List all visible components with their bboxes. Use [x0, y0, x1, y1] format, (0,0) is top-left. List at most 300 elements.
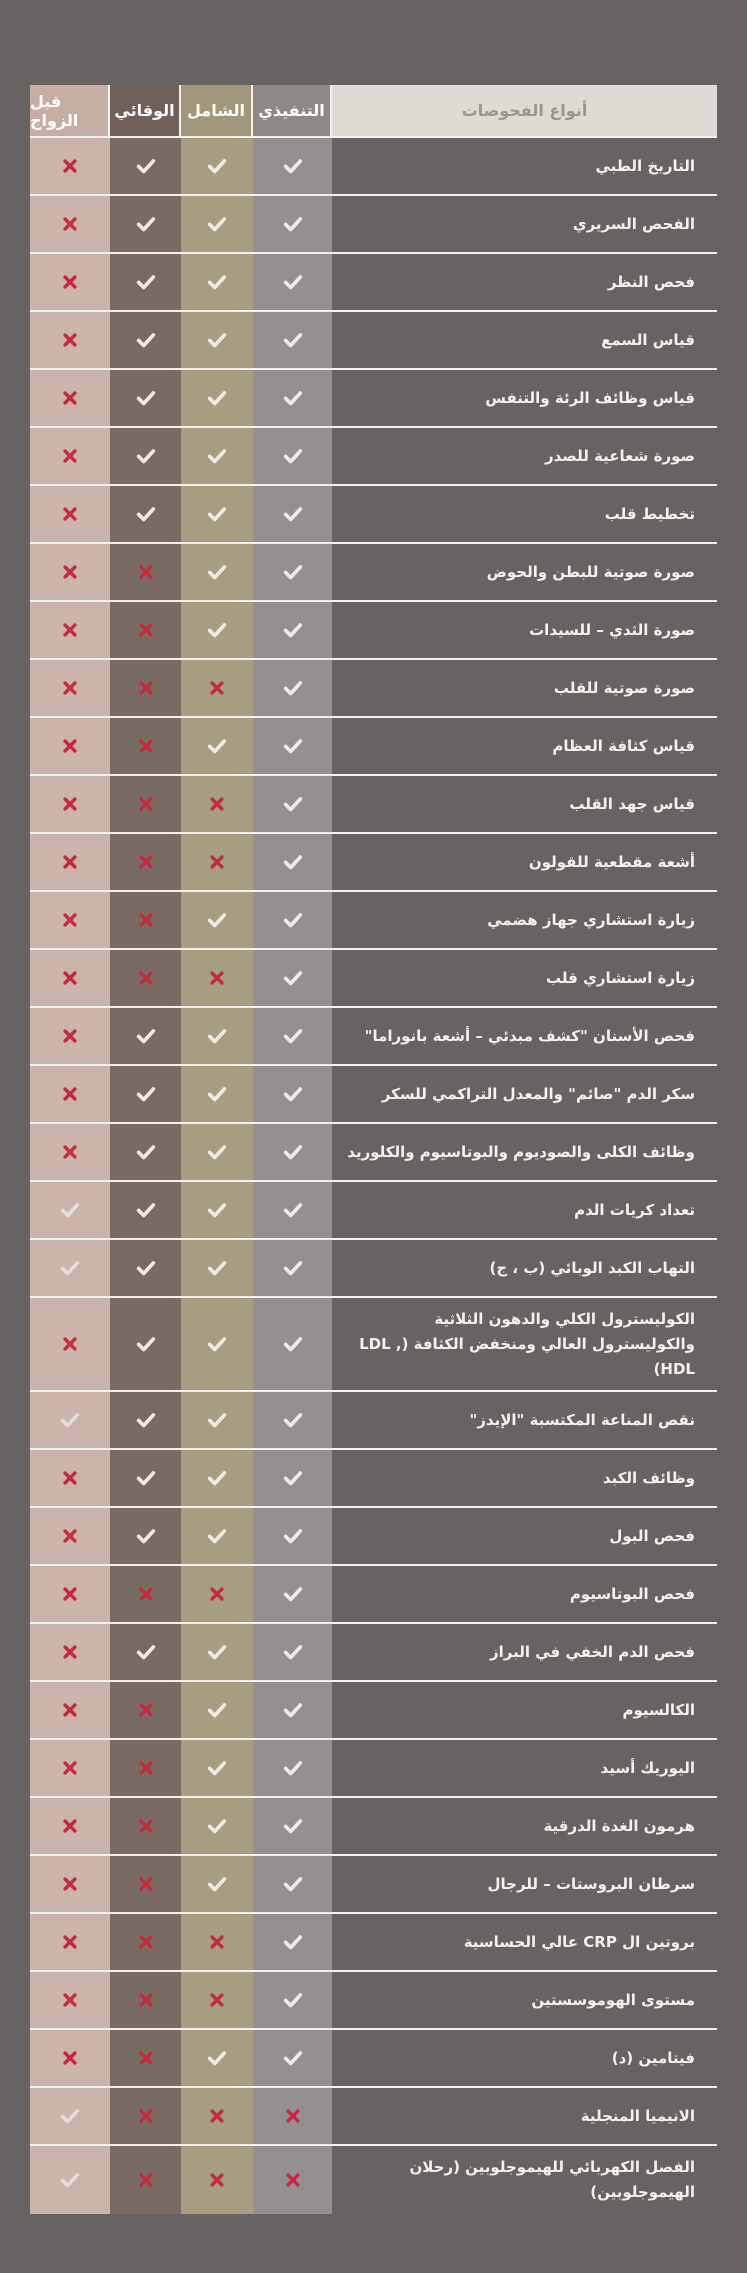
comprehensive-mark-cell — [181, 1508, 253, 1564]
test-name-cell — [332, 776, 717, 832]
premarital-mark-cell — [30, 1624, 110, 1680]
comprehensive-mark-cell — [181, 370, 253, 426]
table-row — [30, 1450, 717, 1508]
executive-mark-cell — [253, 892, 332, 948]
table-row — [30, 1008, 717, 1066]
check-icon — [206, 735, 228, 757]
executive-mark-cell — [253, 1740, 332, 1796]
premarital-mark-cell — [30, 138, 110, 194]
executive-mark-cell — [253, 1682, 332, 1738]
test-name-cell — [332, 1914, 717, 1970]
cross-icon — [61, 563, 79, 581]
test-name-cell — [332, 602, 717, 658]
table-row — [30, 1508, 717, 1566]
premarital-mark-cell — [30, 1856, 110, 1912]
preventive-mark-cell — [110, 1740, 181, 1796]
test-name-cell — [332, 1450, 717, 1506]
check-icon — [206, 561, 228, 583]
executive-mark-cell — [253, 1298, 332, 1390]
comprehensive-mark-cell — [181, 660, 253, 716]
cross-icon — [208, 2107, 226, 2125]
table-row — [30, 312, 717, 370]
preventive-mark-cell — [110, 138, 181, 194]
cross-icon — [208, 853, 226, 871]
cross-icon — [61, 1469, 79, 1487]
check-icon — [59, 1409, 81, 1431]
preventive-mark-cell — [110, 1392, 181, 1448]
comprehensive-mark-cell — [181, 2146, 253, 2214]
table-row — [30, 2146, 717, 2214]
check-icon — [135, 1199, 157, 1221]
test-name: قياس كثافة العظام — [552, 736, 695, 755]
cross-icon — [137, 795, 155, 813]
executive-mark-cell — [253, 428, 332, 484]
check-icon — [282, 561, 304, 583]
check-icon — [206, 1815, 228, 1837]
comprehensive-mark-cell — [181, 1392, 253, 1448]
comprehensive-mark-cell — [181, 1682, 253, 1738]
table-row — [30, 892, 717, 950]
premarital-mark-cell — [30, 1972, 110, 2028]
preventive-mark-cell — [110, 718, 181, 774]
comprehensive-mark-cell — [181, 2088, 253, 2144]
executive-mark-cell — [253, 138, 332, 194]
premarital-mark-cell — [30, 486, 110, 542]
cross-icon — [61, 1759, 79, 1777]
cross-icon — [61, 853, 79, 871]
test-name-cell — [332, 1740, 717, 1796]
test-name-cell — [332, 1182, 717, 1238]
test-name: قياس وظائف الرئة والتنفس — [485, 388, 695, 407]
premarital-mark-cell — [30, 1124, 110, 1180]
check-icon — [282, 677, 304, 699]
table-row — [30, 486, 717, 544]
executive-mark-cell — [253, 1566, 332, 1622]
premarital-mark-cell — [30, 2088, 110, 2144]
check-icon — [206, 445, 228, 467]
comprehensive-mark-cell — [181, 196, 253, 252]
check-icon — [282, 1873, 304, 1895]
preventive-mark-cell — [110, 196, 181, 252]
check-icon — [135, 155, 157, 177]
executive-mark-cell — [253, 1914, 332, 1970]
check-icon — [282, 1333, 304, 1355]
check-icon — [282, 1257, 304, 1279]
check-icon — [206, 155, 228, 177]
executive-mark-cell — [253, 660, 332, 716]
premarital-mark-cell — [30, 1682, 110, 1738]
premarital-mark-cell — [30, 370, 110, 426]
cross-icon — [137, 1817, 155, 1835]
test-name: بروتين ال CRP عالي الحساسية — [463, 1932, 695, 1951]
test-name-cell — [332, 312, 717, 368]
cross-icon — [61, 157, 79, 175]
preventive-mark-cell — [110, 776, 181, 832]
executive-mark-cell — [253, 2088, 332, 2144]
executive-mark-cell — [253, 1182, 332, 1238]
preventive-mark-cell — [110, 602, 181, 658]
check-icon — [59, 2105, 81, 2127]
cross-icon — [137, 1875, 155, 1893]
executive-mark-cell — [253, 2146, 332, 2214]
test-name: صورة الثدي – للسيدات — [529, 620, 695, 639]
cross-icon — [61, 1143, 79, 1161]
cross-icon — [137, 1701, 155, 1719]
preventive-mark-cell — [110, 1008, 181, 1064]
table-row — [30, 950, 717, 1008]
cross-icon — [61, 969, 79, 987]
table-row — [30, 776, 717, 834]
comprehensive-mark-cell — [181, 428, 253, 484]
cross-icon — [137, 679, 155, 697]
check-icon — [282, 155, 304, 177]
test-name-cell — [332, 1624, 717, 1680]
executive-mark-cell — [253, 1450, 332, 1506]
premarital-mark-cell — [30, 1298, 110, 1390]
test-name-cell — [332, 1566, 717, 1622]
preventive-mark-cell — [110, 1240, 181, 1296]
cross-icon — [137, 1585, 155, 1603]
executive-mark-cell — [253, 1066, 332, 1122]
comprehensive-mark-cell — [181, 718, 253, 774]
test-name: صورة صوتية للبطن والحوض — [486, 562, 695, 581]
cross-icon — [61, 505, 79, 523]
test-name: تخطيط قلب — [604, 504, 695, 523]
column-header-executive: التنفيذي — [253, 85, 332, 136]
check-icon — [206, 1757, 228, 1779]
check-icon — [282, 445, 304, 467]
table-row — [30, 1682, 717, 1740]
table-row — [30, 138, 717, 196]
check-icon — [206, 619, 228, 641]
check-icon — [282, 1141, 304, 1163]
test-name-cell — [332, 950, 717, 1006]
cross-icon — [137, 911, 155, 929]
comprehensive-mark-cell — [181, 892, 253, 948]
test-name-cell — [332, 1798, 717, 1854]
check-icon — [206, 503, 228, 525]
table-row — [30, 602, 717, 660]
check-icon — [282, 1699, 304, 1721]
comprehensive-mark-cell — [181, 1450, 253, 1506]
test-name-cell — [332, 254, 717, 310]
executive-mark-cell — [253, 544, 332, 600]
test-name: زيارة استشاري جهاز هضمي — [487, 910, 695, 929]
test-name-cell — [332, 2088, 717, 2144]
comprehensive-mark-cell — [181, 486, 253, 542]
premarital-mark-cell — [30, 1566, 110, 1622]
cross-icon — [61, 679, 79, 697]
check-icon — [282, 503, 304, 525]
column-header-test-types: أنواع الفحوصات — [332, 85, 717, 136]
check-icon — [135, 1333, 157, 1355]
cross-icon — [61, 1701, 79, 1719]
check-icon — [282, 329, 304, 351]
test-name-cell — [332, 138, 717, 194]
table-row — [30, 1856, 717, 1914]
executive-mark-cell — [253, 1856, 332, 1912]
executive-mark-cell — [253, 1624, 332, 1680]
check-icon — [135, 503, 157, 525]
test-name-cell — [332, 1008, 717, 1064]
table-body — [30, 138, 717, 2214]
check-icon — [206, 1409, 228, 1431]
cross-icon — [208, 1585, 226, 1603]
cross-icon — [284, 2171, 302, 2189]
premarital-mark-cell — [30, 1914, 110, 1970]
check-icon — [282, 793, 304, 815]
cross-icon — [137, 2049, 155, 2067]
test-name: فيتامين (د) — [611, 2048, 695, 2067]
test-name: مستوى الهوموسستين — [531, 1990, 695, 2009]
premarital-mark-cell — [30, 1740, 110, 1796]
cross-icon — [61, 1585, 79, 1603]
table-row — [30, 1972, 717, 2030]
table-row — [30, 370, 717, 428]
comprehensive-mark-cell — [181, 1798, 253, 1854]
check-icon — [282, 967, 304, 989]
check-icon — [282, 387, 304, 409]
comprehensive-mark-cell — [181, 834, 253, 890]
cross-icon — [137, 563, 155, 581]
comprehensive-mark-cell — [181, 138, 253, 194]
test-name: تعداد كريات الدم — [574, 1200, 695, 1219]
premarital-mark-cell — [30, 1508, 110, 1564]
comprehensive-mark-cell — [181, 1124, 253, 1180]
test-name: وظائف الكبد — [602, 1468, 695, 1487]
preventive-mark-cell — [110, 2146, 181, 2214]
table-row — [30, 196, 717, 254]
check-icon — [59, 1199, 81, 1221]
check-icon — [135, 445, 157, 467]
cross-icon — [137, 621, 155, 639]
test-name-cell — [332, 1856, 717, 1912]
comprehensive-mark-cell — [181, 1624, 253, 1680]
comprehensive-mark-cell — [181, 1240, 253, 1296]
test-name-cell — [332, 2030, 717, 2086]
premarital-mark-cell — [30, 892, 110, 948]
executive-mark-cell — [253, 370, 332, 426]
executive-mark-cell — [253, 950, 332, 1006]
check-icon — [206, 1333, 228, 1355]
cross-icon — [61, 621, 79, 639]
cross-icon — [61, 1875, 79, 1893]
comprehensive-mark-cell — [181, 776, 253, 832]
cross-icon — [208, 1991, 226, 2009]
check-icon — [206, 1873, 228, 1895]
preventive-mark-cell — [110, 1124, 181, 1180]
check-icon — [206, 1141, 228, 1163]
cross-icon — [284, 2107, 302, 2125]
table-row — [30, 544, 717, 602]
test-name: التهاب الكبد الوبائي (ب ، ج) — [489, 1258, 695, 1277]
executive-mark-cell — [253, 1508, 332, 1564]
cross-icon — [208, 679, 226, 697]
test-name: أشعة مقطعية للقولون — [528, 852, 695, 871]
check-icon — [135, 387, 157, 409]
test-name: الكالسيوم — [622, 1700, 695, 1719]
test-name: فحص الأسنان "كشف مبدئي – أشعة بانوراما" — [364, 1026, 695, 1045]
test-name-cell — [332, 718, 717, 774]
premarital-mark-cell — [30, 1240, 110, 1296]
executive-mark-cell — [253, 1124, 332, 1180]
test-name: الانيميا المنجلية — [580, 2106, 695, 2125]
check-icon — [135, 1025, 157, 1047]
cross-icon — [61, 1027, 79, 1045]
preventive-mark-cell — [110, 1856, 181, 1912]
test-name: وظائف الكلى والصوديوم والبوتاسيوم والكلوريد — [347, 1142, 695, 1161]
premarital-mark-cell — [30, 1798, 110, 1854]
test-name: الفحص السريري — [572, 214, 695, 233]
table-row — [30, 254, 717, 312]
test-name: سرطان البروستات – للرجال — [487, 1874, 695, 1893]
test-name-cell — [332, 660, 717, 716]
executive-mark-cell — [253, 196, 332, 252]
table-row — [30, 1798, 717, 1856]
premarital-mark-cell — [30, 718, 110, 774]
test-name-cell — [332, 892, 717, 948]
preventive-mark-cell — [110, 834, 181, 890]
check-icon — [135, 1467, 157, 1489]
executive-mark-cell — [253, 1798, 332, 1854]
check-icon — [206, 387, 228, 409]
test-name: صورة صوتية للقلب — [553, 678, 695, 697]
check-icon — [282, 1989, 304, 2011]
premarital-mark-cell — [30, 428, 110, 484]
comprehensive-mark-cell — [181, 950, 253, 1006]
test-name-cell — [332, 2146, 717, 2214]
test-name-cell — [332, 370, 717, 426]
preventive-mark-cell — [110, 1298, 181, 1390]
check-icon — [206, 909, 228, 931]
check-icon — [59, 2169, 81, 2191]
preventive-mark-cell — [110, 2088, 181, 2144]
preventive-mark-cell — [110, 428, 181, 484]
premarital-mark-cell — [30, 254, 110, 310]
cross-icon — [137, 1991, 155, 2009]
check-icon — [206, 1083, 228, 1105]
test-name-cell — [332, 486, 717, 542]
comprehensive-mark-cell — [181, 1298, 253, 1390]
test-name: الكوليسترول الكلي والدهون الثلاثية والكوليسترول العالي ومنخفض الكثافة (LDL , HDL) — [359, 1310, 695, 1378]
test-name: اليوريك أسيد — [600, 1758, 695, 1777]
table-row — [30, 1298, 717, 1392]
comprehensive-mark-cell — [181, 254, 253, 310]
table-row — [30, 1182, 717, 1240]
check-icon — [282, 2047, 304, 2069]
preventive-mark-cell — [110, 892, 181, 948]
cross-icon — [208, 2171, 226, 2189]
preventive-mark-cell — [110, 254, 181, 310]
check-icon — [282, 1583, 304, 1605]
test-name: هرمون الغدة الدرقية — [543, 1816, 695, 1835]
check-icon — [282, 1467, 304, 1489]
test-name: فحص الدم الخفي في البراز — [490, 1642, 695, 1661]
check-icon — [282, 735, 304, 757]
premarital-mark-cell — [30, 312, 110, 368]
comprehensive-mark-cell — [181, 1066, 253, 1122]
test-name-cell — [332, 1392, 717, 1448]
preventive-mark-cell — [110, 1972, 181, 2028]
test-name-cell — [332, 196, 717, 252]
premarital-mark-cell — [30, 950, 110, 1006]
cross-icon — [137, 737, 155, 755]
column-header-preventive: الوقائي — [110, 85, 181, 136]
check-icon — [135, 271, 157, 293]
test-name-cell — [332, 834, 717, 890]
check-icon — [282, 1641, 304, 1663]
test-name: الفصل الكهربائي للهيموجلوبين (رحلان الهيموجلوبين) — [409, 2158, 695, 2201]
comprehensive-mark-cell — [181, 1856, 253, 1912]
cross-icon — [208, 795, 226, 813]
check-icon — [135, 1409, 157, 1431]
executive-mark-cell — [253, 602, 332, 658]
check-icon — [282, 1083, 304, 1105]
table-row — [30, 1914, 717, 1972]
executive-mark-cell — [253, 776, 332, 832]
check-icon — [282, 213, 304, 235]
check-icon — [282, 1409, 304, 1431]
premarital-mark-cell — [30, 1182, 110, 1238]
executive-mark-cell — [253, 1392, 332, 1448]
table-row — [30, 1240, 717, 1298]
cross-icon — [61, 1643, 79, 1661]
test-name: فحص النظر — [607, 272, 695, 291]
cross-icon — [61, 911, 79, 929]
table-row — [30, 1066, 717, 1124]
preventive-mark-cell — [110, 1508, 181, 1564]
check-icon — [282, 1757, 304, 1779]
executive-mark-cell — [253, 1240, 332, 1296]
test-name: سكر الدم "صائم" والمعدل التراكمي للسكر — [381, 1084, 695, 1103]
cross-icon — [61, 1335, 79, 1353]
preventive-mark-cell — [110, 660, 181, 716]
check-icon — [206, 1199, 228, 1221]
check-icon — [206, 1025, 228, 1047]
preventive-mark-cell — [110, 1450, 181, 1506]
check-icon — [135, 213, 157, 235]
test-name: زيارة استشاري قلب — [546, 968, 695, 987]
cross-icon — [137, 2171, 155, 2189]
table-row — [30, 1392, 717, 1450]
test-name-cell — [332, 1298, 717, 1390]
preventive-mark-cell — [110, 1566, 181, 1622]
check-icon — [206, 1641, 228, 1663]
cross-icon — [61, 1991, 79, 2009]
preventive-mark-cell — [110, 1914, 181, 1970]
preventive-mark-cell — [110, 312, 181, 368]
preventive-mark-cell — [110, 1182, 181, 1238]
premarital-mark-cell — [30, 602, 110, 658]
cross-icon — [61, 389, 79, 407]
test-name-cell — [332, 1682, 717, 1738]
cross-icon — [137, 2107, 155, 2125]
preventive-mark-cell — [110, 2030, 181, 2086]
test-name-cell — [332, 544, 717, 600]
cross-icon — [137, 853, 155, 871]
column-header-comprehensive: الشامل — [181, 85, 253, 136]
executive-mark-cell — [253, 1972, 332, 2028]
premarital-mark-cell — [30, 1450, 110, 1506]
cross-icon — [61, 2049, 79, 2067]
table-row — [30, 1566, 717, 1624]
cross-icon — [208, 969, 226, 987]
premarital-mark-cell — [30, 196, 110, 252]
table-row — [30, 1124, 717, 1182]
check-icon — [135, 1641, 157, 1663]
check-icon — [135, 1083, 157, 1105]
premarital-mark-cell — [30, 1008, 110, 1064]
